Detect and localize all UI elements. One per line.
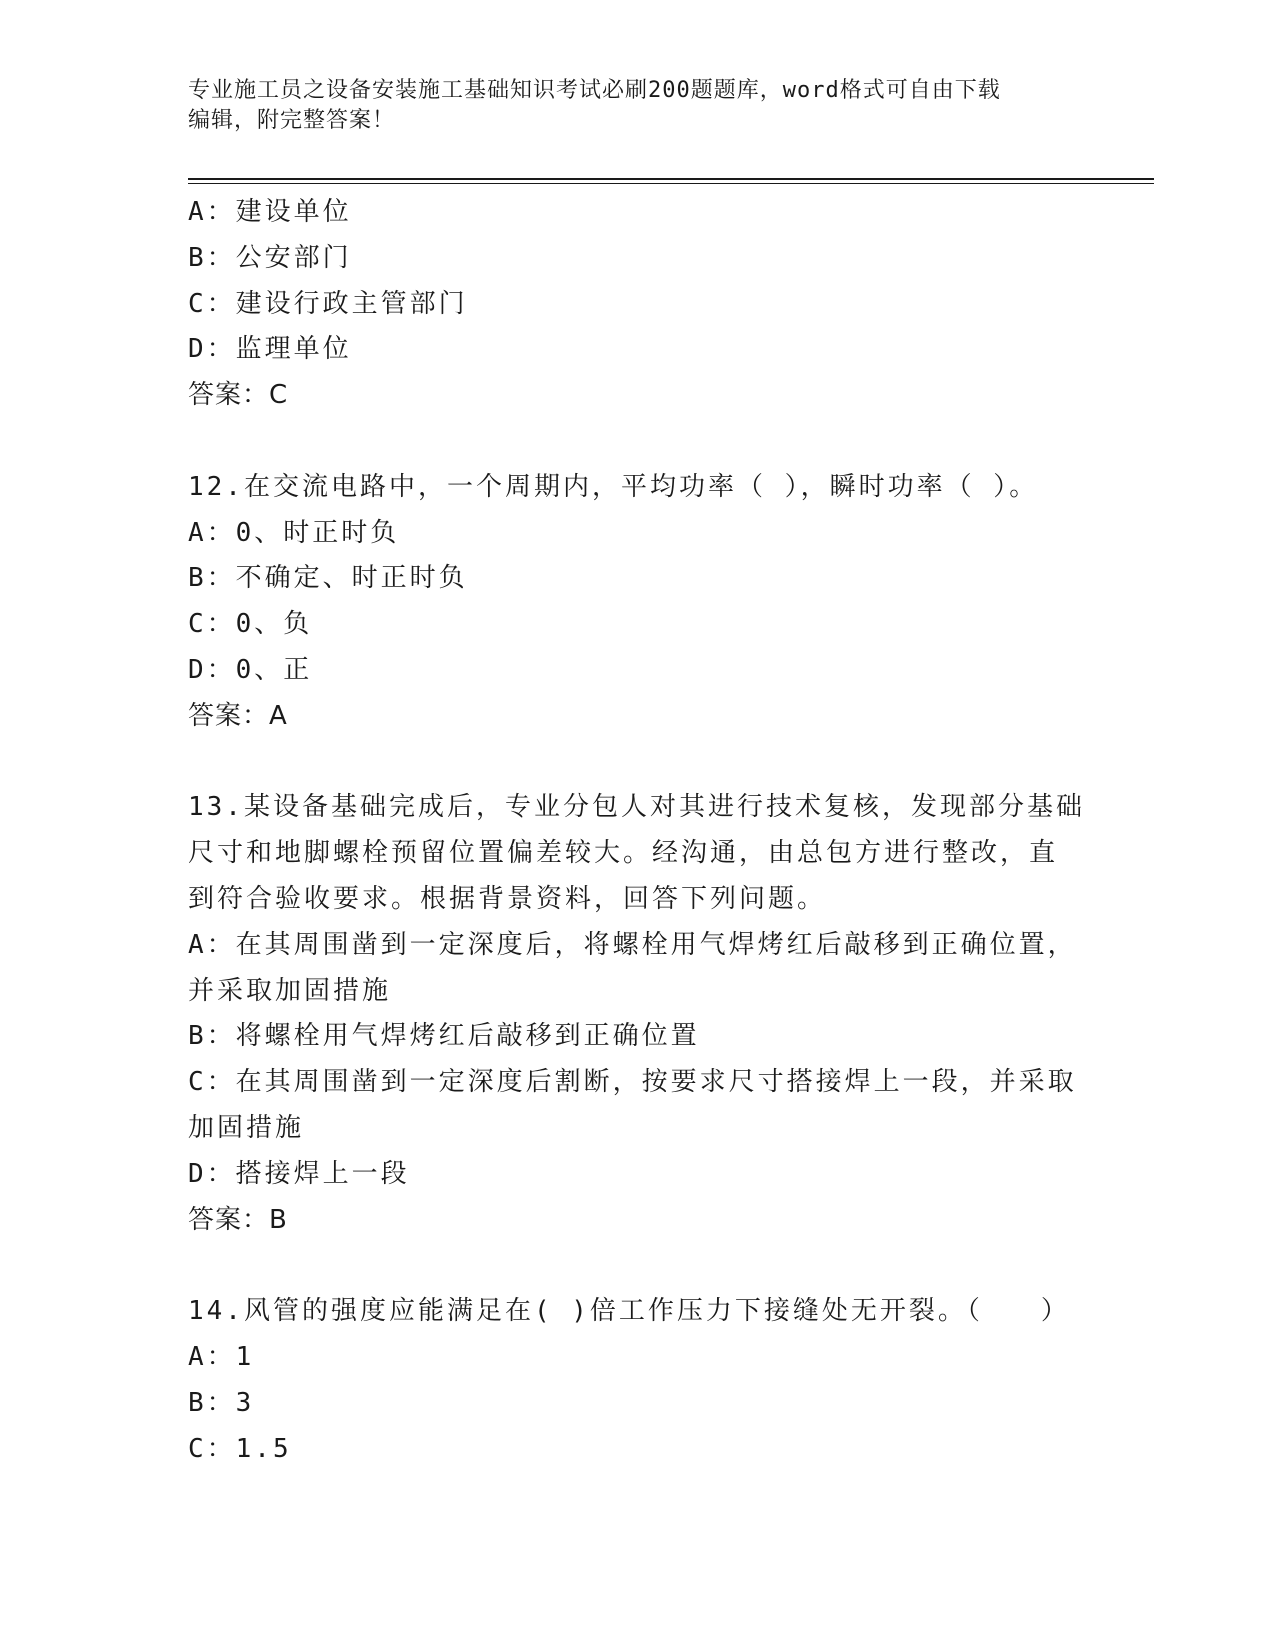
q13-question-line-1: 13.某设备基础完成后，专业分包人对其进行技术复核，发现部分基础 bbox=[188, 792, 1085, 823]
q13-question-line-3: 到符合验收要求。根据背景资料，回答下列问题。 bbox=[188, 883, 827, 914]
q13-question-line-2: 尺寸和地脚螺栓预留位置偏差较大。经沟通，由总包方进行整改，直 bbox=[188, 838, 1059, 869]
q12-answer: 答案：A bbox=[188, 700, 288, 731]
q14-question: 14.风管的强度应能满足在( )倍工作压力下接缝处无开裂。（ ） bbox=[188, 1296, 1070, 1327]
document-header bbox=[188, 76, 1088, 136]
q14-option-b: B：3 bbox=[188, 1387, 255, 1418]
q12-option-d: D：0、正 bbox=[188, 654, 313, 685]
header-title-line-2: 编辑，附完整答案！ bbox=[188, 108, 396, 133]
q11-option-a: A：建设单位 bbox=[188, 197, 352, 227]
q12-option-a: A：0、时正时负 bbox=[188, 517, 400, 548]
q13-option-d: D：搭接焊上一段 bbox=[188, 1158, 410, 1189]
q11-option-d: D：监理单位 bbox=[188, 334, 352, 365]
q12-option-b: B：不确定、时正时负 bbox=[188, 563, 468, 594]
header-divider-thin bbox=[188, 183, 1154, 184]
q11-option-b: B：公安部门 bbox=[188, 242, 352, 273]
q13-option-c-line-2: 加固措施 bbox=[188, 1112, 305, 1143]
q12-question: 12.在交流电路中，一个周期内，平均功率（ ），瞬时功率（ ）。 bbox=[188, 471, 1039, 502]
spacer bbox=[188, 419, 1088, 465]
header-divider-thick bbox=[188, 178, 1154, 180]
q13-option-b: B：将螺栓用气焊烤红后敲移到正确位置 bbox=[188, 1021, 700, 1052]
question-11-block bbox=[188, 190, 1088, 419]
q14-option-c: C：1.5 bbox=[188, 1433, 292, 1464]
question-12-block bbox=[188, 465, 1088, 740]
q11-option-c: C：建设行政主管部门 bbox=[188, 288, 468, 319]
question-14-block bbox=[188, 1289, 1088, 1472]
q11-answer: 答案：C bbox=[188, 380, 289, 411]
spacer bbox=[188, 1243, 1088, 1289]
question-13-block bbox=[188, 785, 1088, 1243]
q13-answer: 答案：B bbox=[188, 1204, 288, 1235]
q13-option-c-line-1: C：在其周围凿到一定深度后割断，按要求尺寸搭接焊上一段，并采取 bbox=[188, 1067, 1077, 1098]
q12-option-c: C：0、负 bbox=[188, 609, 313, 640]
header-title-line-1: 专业施工员之设备安装施工基础知识考试必刷200题题库，word格式可自由下载 bbox=[188, 78, 1001, 103]
spacer bbox=[188, 740, 1088, 786]
document-body bbox=[188, 190, 1088, 1472]
q14-option-a: A：1 bbox=[188, 1341, 255, 1372]
q13-option-a-line-1: A：在其周围凿到一定深度后，将螺栓用气焊烤红后敲移到正确位置， bbox=[188, 929, 1077, 960]
q13-option-a-line-2: 并采取加固措施 bbox=[188, 975, 392, 1006]
